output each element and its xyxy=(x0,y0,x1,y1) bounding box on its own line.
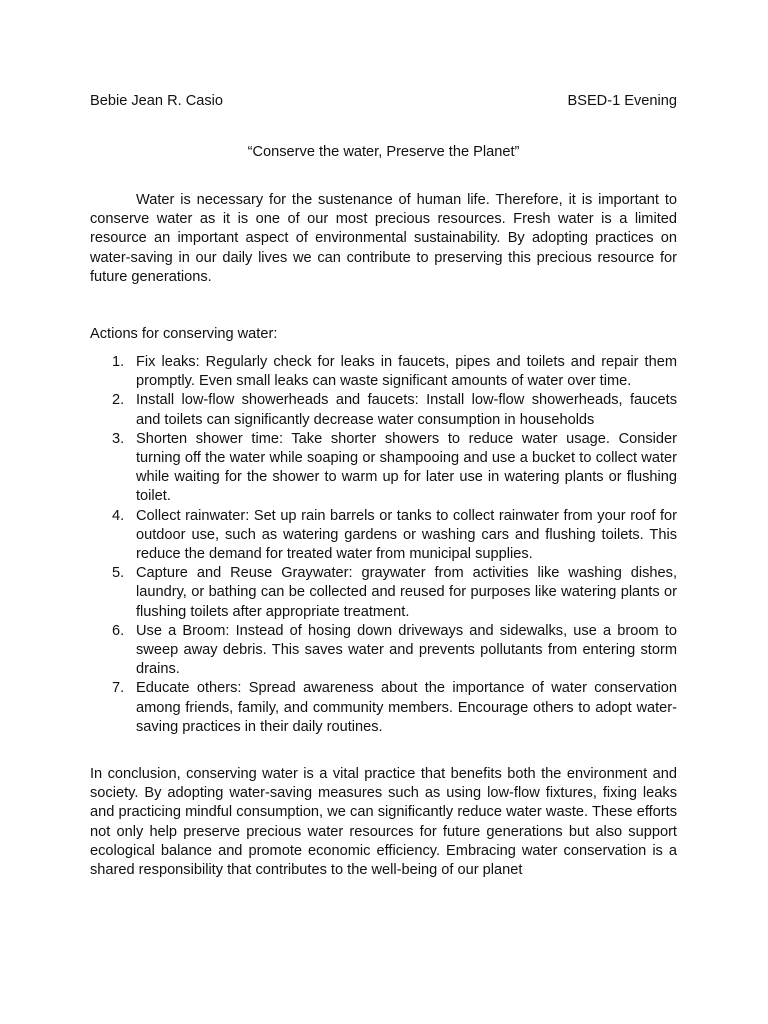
list-number: 6. xyxy=(112,622,125,639)
list-item xyxy=(112,507,677,565)
list-number: 5. xyxy=(112,565,125,582)
list-item xyxy=(112,430,677,507)
list-item xyxy=(112,564,677,622)
list-item xyxy=(112,391,677,429)
author-name: Bebie Jean R. Casio xyxy=(90,93,224,109)
list-text: Fix leaks: Regularly check for leaks in faucets, pipes and toilets and repair them promptly. Even small leaks can waste significant amounts of water over time. xyxy=(136,354,677,390)
essay-title: “Conserve the water, Preserve the Planet” xyxy=(247,144,520,160)
list-number: 2. xyxy=(112,392,125,409)
list-number: 3. xyxy=(112,430,125,447)
conclusion-paragraph: In conclusion, conserving water is a vital practice that benefits both the environment and society. By adopting water-saving measures such as using low-flow fixtures, fixing leaks and practicing mindful consumption, we can significantly reduce water waste. These efforts not only help preserve precious water resources for future generations but also support ecological balance and promote economic efficiency. Embracing water conservation is a shared responsibility that contributes to the well-being of our planet xyxy=(90,766,677,879)
list-text: Shorten shower time: Take shorter showers to reduce water usage. Consider turning off the water while soaping or shampooing and use a bucket to collect water while waiting for the shower to warm up for later use in watering plants or flushing toilet. xyxy=(136,430,677,505)
list-text: Install low-flow showerheads and faucets: Install low-flow showerheads, faucets and toilets can significantly decrease water consumption in households xyxy=(136,392,677,428)
actions-heading: Actions for conserving water: xyxy=(90,326,278,343)
list-number: 1. xyxy=(112,354,125,371)
course-section: BSED-1 Evening xyxy=(567,93,677,109)
list-item xyxy=(112,353,677,391)
list-item xyxy=(112,622,677,680)
actions-list xyxy=(90,353,677,737)
list-text: Educate others: Spread awareness about the importance of water conservation among friends, family, and community members. Encourage others to adopt water-saving practices in their daily routines. xyxy=(136,680,677,735)
list-number: 7. xyxy=(112,680,125,697)
intro-paragraph: Water is necessary for the sustenance of human life. Therefore, it is important to conserve water as it is one of our most precious resources. Fresh water is a limited resource an important aspect of environmental sustainability. By adopting practices on water-saving in our daily lives we can contribute to preserving this precious resource for future generations. xyxy=(90,192,677,285)
document-header xyxy=(90,92,677,111)
list-text: Capture and Reuse Graywater: graywater from activities like washing dishes, laundry, or bathing can be collected and reused for purposes like watering plants or flushing toilets after appropriate treatment. xyxy=(136,565,677,620)
list-item xyxy=(112,679,677,737)
list-text: Collect rainwater: Set up rain barrels or tanks to collect rainwater from your roof for outdoor use, such as watering gardens or washing cars and flushing toilets. This reduce the demand for treated water from municipal supplies. xyxy=(136,507,677,563)
document-page xyxy=(90,92,677,880)
list-text: Use a Broom: Instead of hosing down driveways and sidewalks, use a broom to sweep away debris. This saves water and prevents pollutants from entering storm drains. xyxy=(136,622,677,678)
list-number: 4. xyxy=(112,507,125,524)
